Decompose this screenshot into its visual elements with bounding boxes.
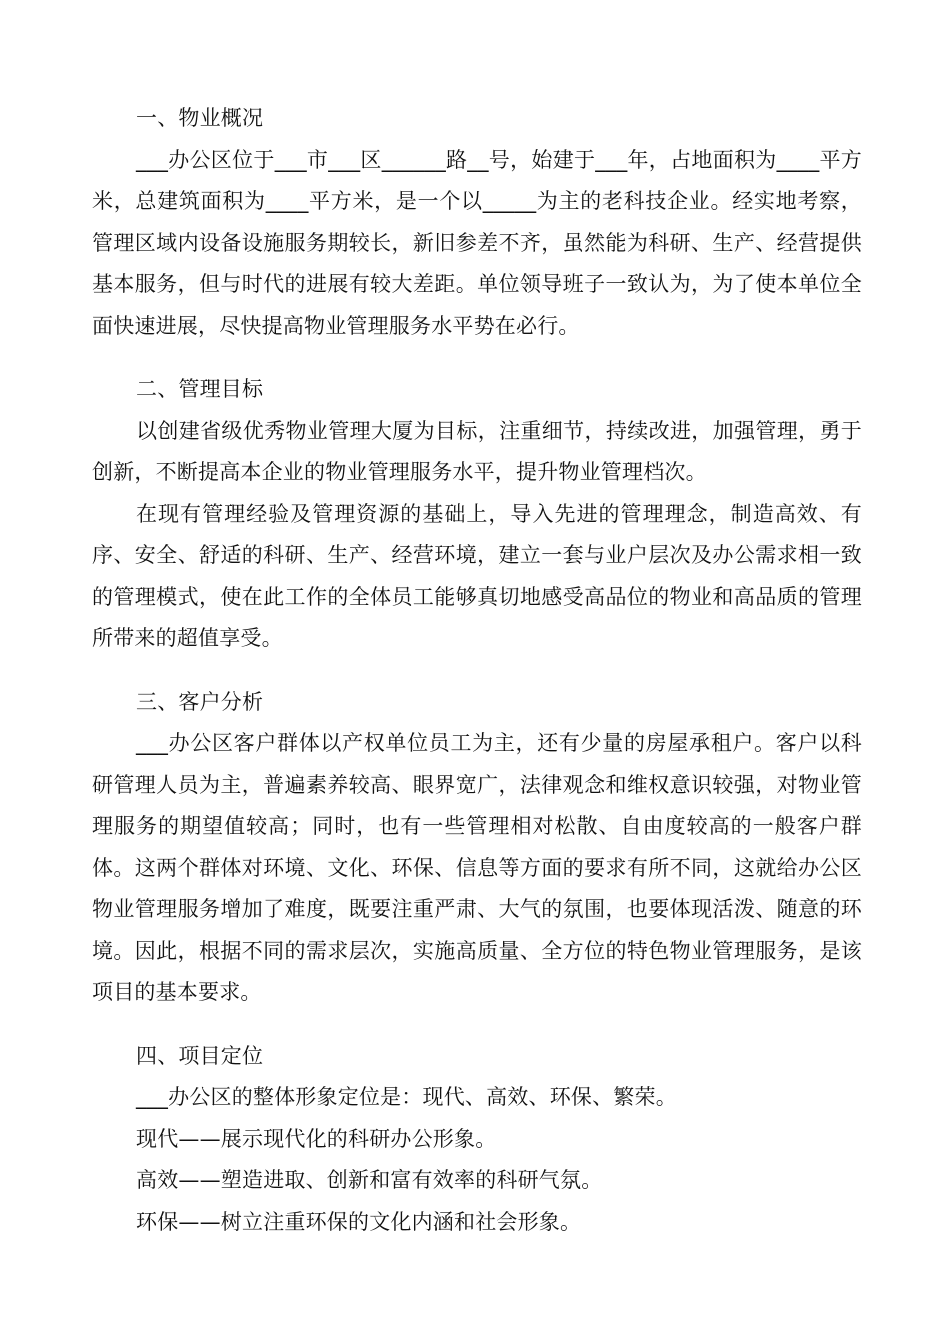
paragraph: 在现有管理经验及管理资源的基础上，导入先进的管理理念，制造高效、有序、安全、舒适的科研、生产、经营环境，建立一套与业户层次及办公需求相一致的管理模式，使在此工作的全体员工能够真切地感受高品位的物业和高品质的管理所带来的超值享受。 bbox=[92, 501, 862, 650]
paragraph: 现代——展示现代化的科研办公形象。 bbox=[136, 1126, 497, 1151]
section-property-overview bbox=[92, 98, 862, 347]
document-page bbox=[92, 98, 862, 1243]
section-heading: 四、项目定位 bbox=[136, 1043, 264, 1068]
section-heading: 一、物业概况 bbox=[136, 106, 264, 130]
section-project-positioning bbox=[92, 1036, 862, 1244]
paragraph: 以创建省级优秀物业管理大厦为目标，注重细节，持续改进，加强管理，勇于创新，不断提高本企业的物业管理服务水平，提升物业管理档次。 bbox=[92, 418, 862, 484]
section-management-goals bbox=[92, 369, 862, 660]
section-heading: 二、管理目标 bbox=[136, 377, 264, 401]
paragraph: 高效——塑造进取、创新和富有效率的科研气氛。 bbox=[136, 1168, 603, 1192]
paragraph: ___办公区位于___市___区______路__号，始建于___年，占地面积为____平方米，总建筑面积为____平方米，是一个以_____为主的老科技企业。经实地考察，管理区域内设备设施服务期较长，新旧参差不齐，虽然能为科研、生产、经营提供基本服务，但与时代的进展有较大差距。单位领导班子一致认为，为了使本单位全面快速进展，尽快提高物业管理服务水平势在必行。 bbox=[92, 147, 862, 338]
section-heading: 三、客户分析 bbox=[136, 689, 264, 714]
paragraph: ___办公区的整体形象定位是：现代、高效、环保、繁荣。 bbox=[136, 1085, 677, 1109]
paragraph: ___办公区客户群体以产权单位员工为主，还有少量的房屋承租户。客户以科研管理人员为主，普遍素养较高、眼界宽广，法律观念和维权意识较强，对物业管理服务的期望值较高；同时，也有一些管理相对松散、自由度较高的一般客户群体。这两个群体对环境、文化、环保、信息等方面的要求有所不同，这就给办公区物业管理服务增加了难度，既要注重严肃、大气的氛围，也要体现活泼、随意的环境。因此，根据不同的需求层次，实施高质量、全方位的特色物业管理服务，是该项目的基本要求。 bbox=[92, 731, 862, 1004]
paragraph: 环保——树立注重环保的文化内涵和社会形象。 bbox=[136, 1209, 582, 1234]
section-customer-analysis bbox=[92, 682, 862, 1014]
